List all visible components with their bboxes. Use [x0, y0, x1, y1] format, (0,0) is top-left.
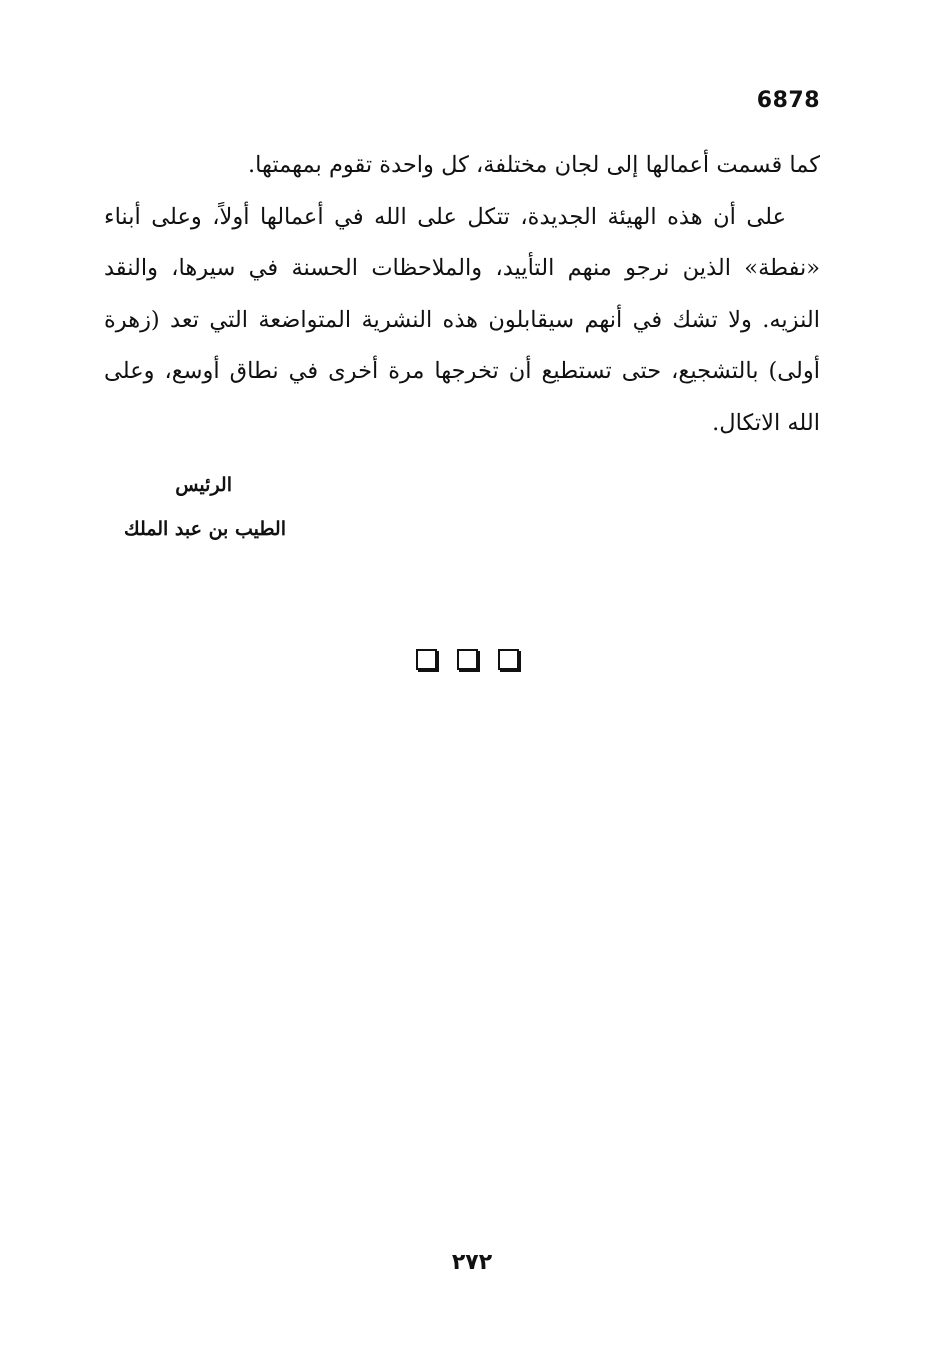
signature-name: الطيب بن عبد الملك: [123, 518, 286, 540]
ornament-box-icon: [416, 649, 437, 670]
page-number: ٢٧٢: [451, 1250, 493, 1275]
ornament-box-icon: [498, 649, 519, 670]
paragraph-2: على أن هذه الهيئة الجديدة، تتكل على الله في أعمالها أولاً، وعلى أبناء «نفطة» الذين نرجو منهم التأييد، والملاحظات الحسنة في سيرها، والنقد النزيه. ولا تشك في أنهم سيقابلون هذه النشرية المتواضعة التي تعد (زهرة أولى) بالتشجيع، حتى تستطيع أن تخرجها مرة أخرى في نطاق أوسع، وعلى الله الاتكال.: [104, 203, 820, 436]
paragraph-1: كما قسمت أعمالها إلى لجان مختلفة، كل واحدة تقوم بمهمتها.: [247, 152, 820, 178]
ornament-box-icon: [457, 649, 478, 670]
document-id: 6878: [756, 88, 820, 113]
body-text: [104, 140, 820, 449]
signature-role: الرئيس: [175, 474, 232, 496]
section-end-ornament: [416, 649, 519, 670]
